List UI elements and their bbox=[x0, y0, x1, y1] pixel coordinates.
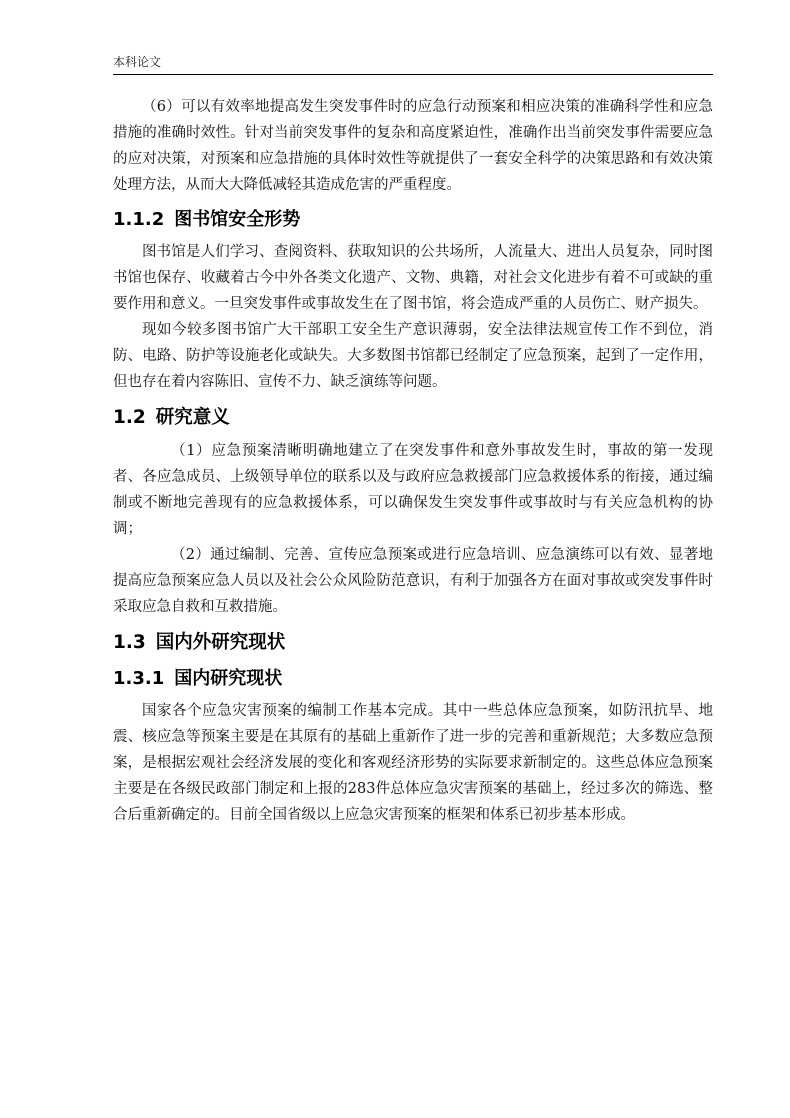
heading-number: 1.3.1 bbox=[113, 668, 165, 689]
paragraph-intro: （6）可以有效率地提高发生突发事件时的应急行动预案和相应决策的准确科学性和应急措施的准确时效性。针对当前突发事件的复杂和高度紧迫性，准确作出当前突发事件需要应急的应对决策，对预案和应急措施的具体时效性等就提供了一套安全科学的决策思路和有效决策处理方法，从而大大降低减轻其造成危害的严重程度。 bbox=[113, 99, 713, 193]
heading-1-3 bbox=[113, 629, 713, 657]
heading-number: 1.2 bbox=[113, 407, 146, 428]
heading-title: 国内外研究现状 bbox=[155, 632, 286, 653]
running-header: 本科论文 bbox=[113, 55, 162, 69]
body-text bbox=[113, 94, 713, 828]
paragraph-library-2: 现如今较多图书馆广大干部职工安全生产意识薄弱，安全法律法规宣传工作不到位，消防、电路、防护等设施老化或缺失。大多数图书馆都已经制定了应急预案，起到了一定作用，但也存在着内容陈旧、宣传不力、缺乏演练等问题。 bbox=[113, 322, 713, 390]
heading-title: 图书馆安全形势 bbox=[174, 209, 301, 230]
header-rule bbox=[113, 74, 713, 75]
heading-number: 1.1.2 bbox=[113, 209, 165, 230]
heading-number: 1.3 bbox=[113, 632, 146, 653]
heading-1-2 bbox=[113, 404, 713, 432]
paragraph-library-1: 图书馆是人们学习、查阅资料、获取知识的公共场所，人流量大、进出人员复杂，同时图书馆也保存、收藏着古今中外各类文化遗产、文物、典籍，对社会文化进步有着不可或缺的重要作用和意义。一旦突发事件或事故发生在了图书馆，将会造成严重的人员伤亡、财产损失。 bbox=[113, 244, 713, 312]
heading-title: 国内研究现状 bbox=[174, 668, 283, 689]
paragraph-significance-2: （2）通过编制、完善、宣传应急预案或进行应急培训、应急演练可以有效、显著地提高应急预案应急人员以及社会公众风险防范意识，有利于加强各方在面对事故或突发事件时采取应急自救和互救措施。 bbox=[113, 547, 713, 615]
heading-1-3-1 bbox=[113, 665, 713, 693]
heading-1-1-2 bbox=[113, 206, 713, 234]
paragraph-significance-1: （1）应急预案清晰明确地建立了在突发事件和意外事故发生时，事故的第一发现者、各应急成员、上级领导单位的联系以及与政府应急救援部门应急救援体系的衔接，通过编制或不断地完善现有的应急救援体系，可以确保发生突发事件或事故时与有关应急机构的协调； bbox=[113, 443, 713, 537]
paragraph-domestic: 国家各个应急灾害预案的编制工作基本完成。其中一些总体应急预案，如防汛抗旱、地震、核应急等预案主要是在其原有的基础上重新作了进一步的完善和重新规范；大多数应急预案，是根据宏观社会经济发展的变化和客观经济形势的实际要求新制定的。这些总体应急预案主要是在各级民政部门制定和上报的283件总体应急灾害预案的基础上，经过多次的筛选、整合后重新确定的。目前全国省级以上应急灾害预案的框架和体系已初步基本形成。 bbox=[113, 703, 713, 823]
heading-title: 研究意义 bbox=[155, 407, 230, 428]
